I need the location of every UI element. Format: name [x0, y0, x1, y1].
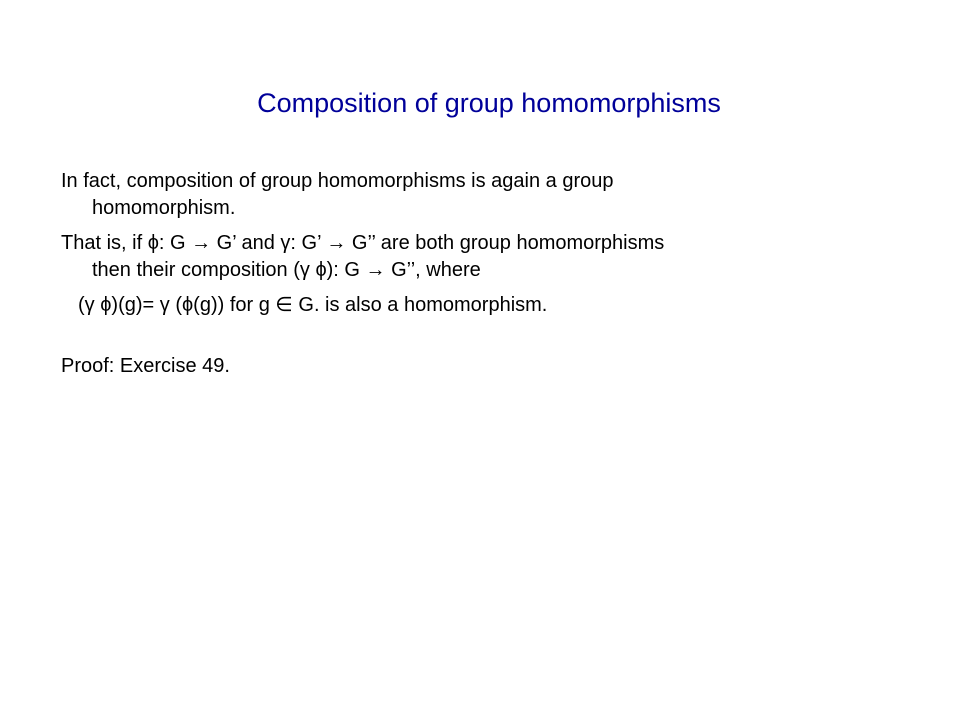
spacer: [61, 319, 921, 353]
paragraph-1-line-2: homomorphism.: [92, 197, 236, 219]
paragraph-proof: Proof: Exercise 49.: [61, 355, 230, 377]
paragraph-2-line-2: then their composition (γ ϕ): G → G’’, where: [92, 259, 481, 281]
slide-body: [61, 168, 921, 380]
paragraph-definition: [61, 230, 921, 284]
slide-title: Composition of group homomorphisms: [257, 88, 721, 118]
paragraph-composition-fact: [61, 168, 921, 222]
paragraph-formula: (γ ϕ)(g)= γ (ϕ(g)) for g ∈ G. is also a homomorphism.: [78, 294, 548, 316]
paragraph-2-line-1: That is, if ϕ: G → G’ and γ: G’ → G’’ are both group homomorphisms: [61, 232, 665, 254]
paragraph-1-line-1: In fact, composition of group homomorphisms is again a group: [61, 170, 614, 192]
